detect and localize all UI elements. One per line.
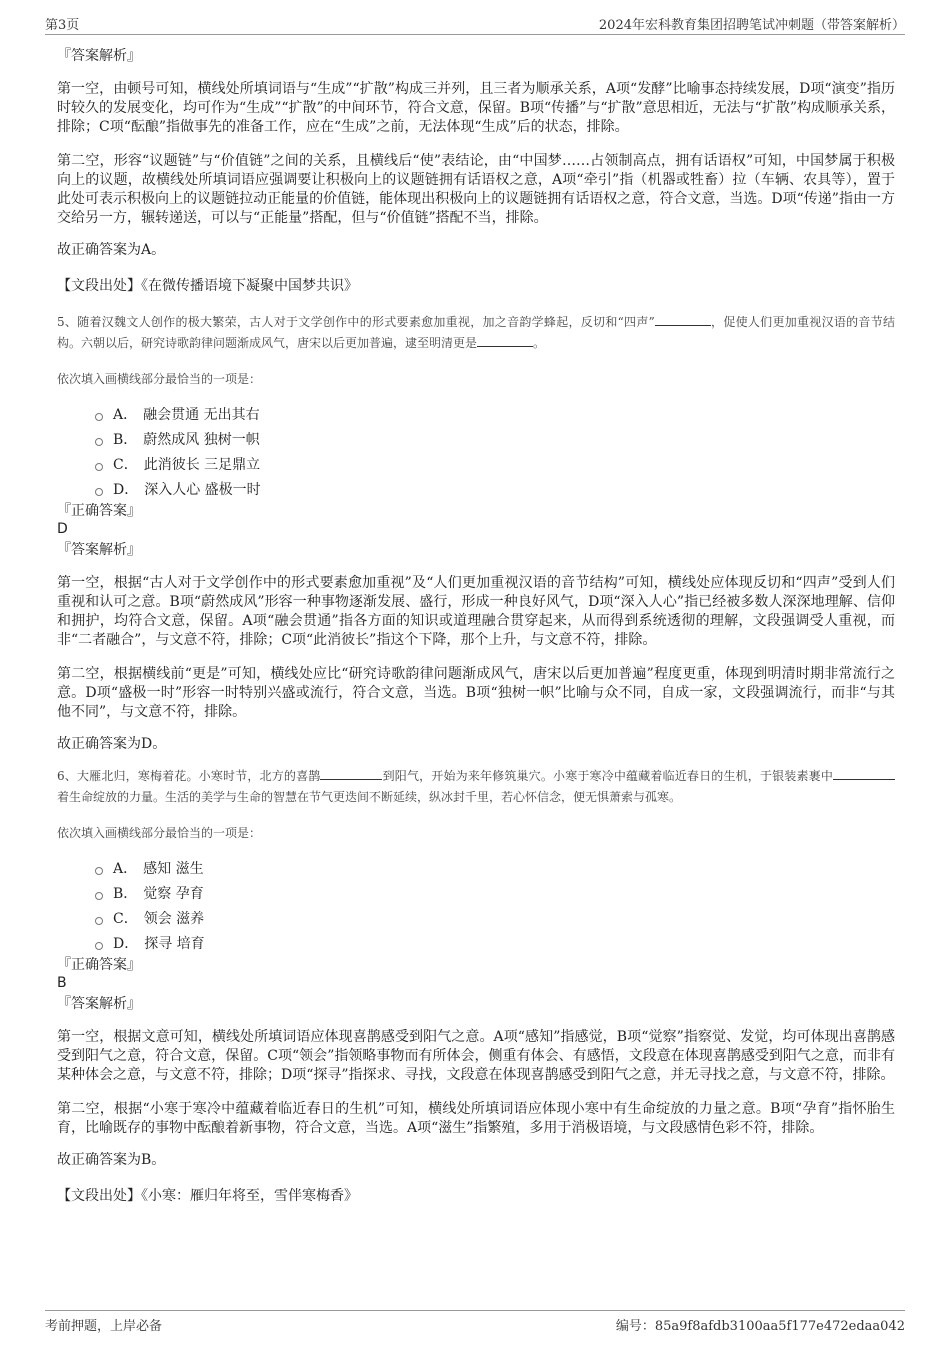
analysis-paragraph: 第二空，根据“小寒于寒冷中蕴藏着临近春日的生机”可知，横线处所填词语应体现小寒中有生命绽放的力量之意。B项“孕育”指怀胎生育，比喻既存的事物中酝酿着新事物，符合文意，当选。A项“滋生”指繁殖，多用于消极语境，与文段感情色彩不符，排除。 <box>57 1101 895 1136</box>
conclusion-text: 故正确答案为D。 <box>57 736 167 752</box>
radio-button[interactable] <box>95 463 103 471</box>
fill-blank <box>477 334 533 347</box>
radio-button[interactable] <box>95 942 103 950</box>
option-c[interactable]: C． 领会 滋养 <box>95 906 895 931</box>
analysis-paragraph: 第二空，根据横线前“更是”可知，横线处应比“研究诗歌韵律问题渐成风气，唐宋以后更加普遍”程度更重，体现到明清时期非常流行之意。D项“盛极一时”形容一时特别兴盛或流行，符合文意，当选。B项“独树一帜”比喻与众不同，自成一家，文段强调流行，而非“与其他不同”，与文意不符，排除。 <box>57 666 895 720</box>
question-prompt: 依次填入画横线部分最恰当的一项是： <box>57 372 262 386</box>
analysis-label: 『答案解析』 <box>57 542 141 558</box>
option-c[interactable]: C． 此消彼长 三足鼎立 <box>95 452 895 477</box>
page-content <box>57 36 895 1206</box>
options-list <box>95 402 895 502</box>
footer-slogan: 考前押题，上岸必备 <box>45 1319 163 1334</box>
question-5-stem: 5、随着汉魏文人创作的极大繁荣，古人对于文学创作中的形式要素愈加重视，加之音韵学蜂起，反切和“四声” ，促使人们更加重视汉语的音节结构。六朝以后，研究诗歌韵律问题渐成风气，唐宋以后更加普遍，逮至明清更是 。 <box>57 315 895 350</box>
analysis-paragraph: 第一空，根据“古人对于文学创作中的形式要素愈加重视”及“人们更加重视汉语的音节结构”可知，横线处应体现反切和“四声”受到人们重视和认可之意。B项“蔚然成风”形容一种事物逐渐发展、盛行，形成一种良好风气，D项“深入人心”指已经被多数人深深地理解、信仰和拥护，均符合文意，保留。A项“融会贯通”指各方面的知识或道理融合贯穿起来，从而得到系统透彻的理解，文段强调受人重视，而非“二者融合”，与文意不符，排除；C项“此消彼长”指这个下降，那个上升，与文意不符，排除。 <box>57 575 895 648</box>
radio-button[interactable] <box>95 867 103 875</box>
analysis-paragraph: 第二空，形容“议题链”与“价值链”之间的关系，且横线后“使”表结论，由“中国梦……占领制高点，拥有话语权”可知，中国梦属于积极向上的议题，故横线处所填词语应强调要让积极向上的议题链拥有话语权之意，A项“牵引”指（机器或牲畜）拉（车辆、农具等），置于此处可表示积极向上的议题链拉动正能量的价值链，能体现出积极向上的议题链拥有话语权之意，符合文意，当选。D项“传递”指由一方交给另一方，辗转递送，可以与“正能量”搭配，但与“价值链”搭配不当，排除。 <box>57 153 895 226</box>
analysis-label: 『答案解析』 <box>57 996 141 1012</box>
document-id: 编号：85a9f8afdb3100aa5f177e472edaa042 <box>615 1319 905 1334</box>
radio-button[interactable] <box>95 413 103 421</box>
correct-answer-value: D <box>57 521 68 537</box>
options-list <box>95 856 895 956</box>
radio-button[interactable] <box>95 892 103 900</box>
source-citation: 【文段出处】《小寒：雁归年将至，雪伴寒梅香》 <box>57 1188 358 1204</box>
conclusion-text: 故正确答案为A。 <box>57 242 166 258</box>
option-d[interactable]: D． 深入人心 盛极一时 <box>95 477 895 502</box>
page-number: 第3页 <box>45 18 80 33</box>
correct-answer-value: B <box>57 975 67 991</box>
fill-blank <box>833 767 895 780</box>
option-a[interactable]: A． 融会贯通 无出其右 <box>95 402 895 427</box>
option-b[interactable]: B． 蔚然成风 独树一帜 <box>95 427 895 452</box>
fill-blank <box>655 313 711 326</box>
radio-button[interactable] <box>95 917 103 925</box>
option-d[interactable]: D． 探寻 培育 <box>95 931 895 956</box>
radio-button[interactable] <box>95 488 103 496</box>
option-a[interactable]: A． 感知 滋生 <box>95 856 895 881</box>
document-title: 2024年宏科教育集团招聘笔试冲刺题（带答案解析） <box>598 18 905 33</box>
page-footer <box>45 1310 905 1333</box>
conclusion-text: 故正确答案为B。 <box>57 1152 166 1168</box>
radio-button[interactable] <box>95 438 103 446</box>
correct-answer-label: 『正确答案』 <box>57 503 141 519</box>
question-prompt: 依次填入画横线部分最恰当的一项是： <box>57 826 262 840</box>
option-b[interactable]: B． 觉察 孕育 <box>95 881 895 906</box>
page-header <box>45 12 905 35</box>
fill-blank <box>320 767 382 780</box>
question-6-stem: 6、大雁北归，寒梅着花。小寒时节，北方的喜鹊 到阳气，开始为来年修筑巢穴。小寒于寒冷中蕴藏着临近春日的生机，于银装素裹中着生命绽放的力量。生活的美学与生命的智慧在节气更迭间不断延续，纵冰封千里，若心怀信念，便无惧萧索与孤寒。 <box>57 766 895 808</box>
source-citation: 【文段出处】《在微传播语境下凝聚中国梦共识》 <box>57 278 358 294</box>
analysis-paragraph: 第一空，由顿号可知，横线处所填词语与“生成”“扩散”构成三并列，且三者为顺承关系，A项“发酵”比喻事态持续发展，D项“演变”指历时较久的发展变化，均可作为“生成”“扩散”的中间环节，符合文意，保留。B项“传播”与“扩散”意思相近，无法与“扩散”构成顺承关系，排除；C项“酝酿”指做事先的准备工作，应在“生成”之前，无法体现“生成”后的状态，排除。 <box>57 81 895 135</box>
analysis-paragraph: 第一空，根据文意可知，横线处所填词语应体现喜鹊感受到阳气之意。A项“感知”指感觉，B项“觉察”指察觉、发觉，均可体现出喜鹊感受到阳气之意，符合文意，保留。C项“领会”指领略事物而有所体会，侧重有体会、有感悟，文段意在体现喜鹊感受到阳气之意，而非有某种体会之意，与文意不符，排除；D项“探寻”指探求、寻找，文段意在体现喜鹊感受到阳气之意，并无寻找之意，与文意不符，排除。 <box>57 1029 895 1083</box>
correct-answer-label: 『正确答案』 <box>57 957 141 973</box>
analysis-label: 『答案解析』 <box>57 48 141 64</box>
